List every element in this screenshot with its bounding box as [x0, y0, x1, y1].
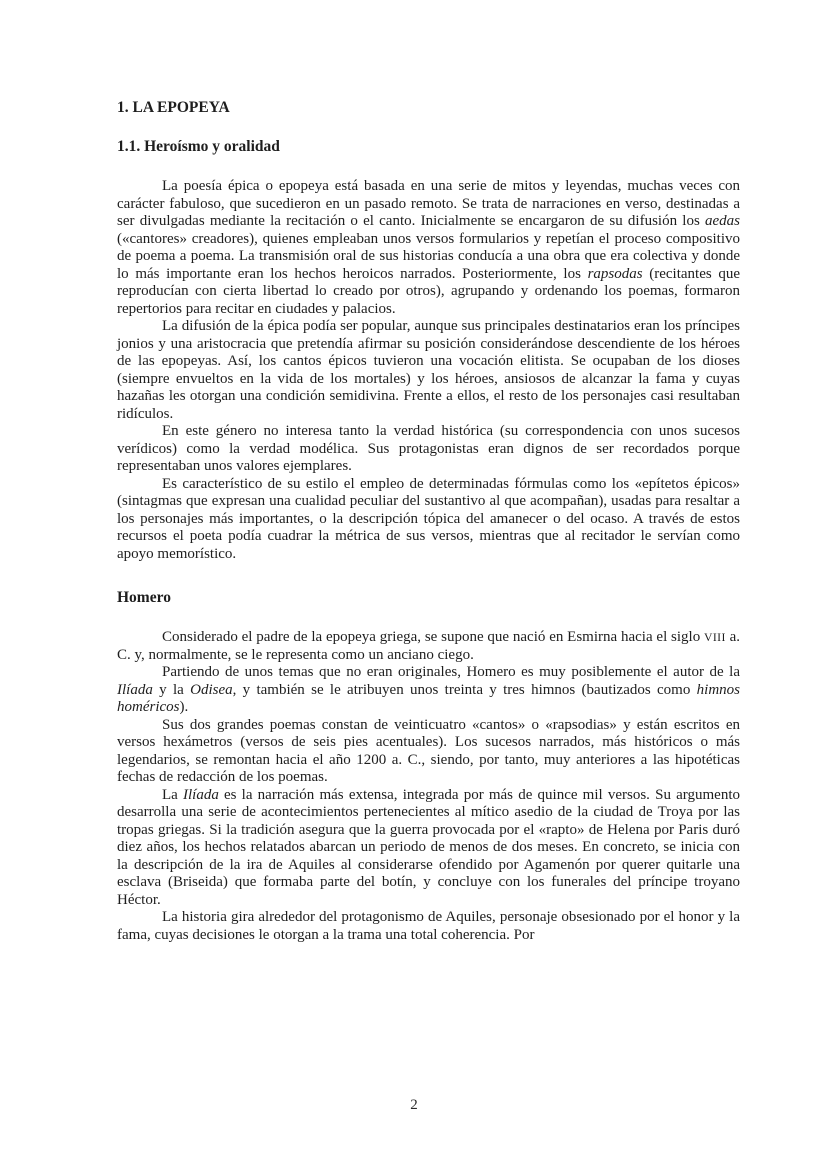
page-number: 2	[410, 1097, 418, 1113]
text-segment: La	[162, 786, 183, 803]
text-segment: y la	[152, 681, 191, 698]
text-segment: Es característico de su estilo el empleo de determinadas fórmulas como los «epítetos épicos» (sintagmas que expresan una cualidad peculiar del sustantivo al que acompañan), usadas para resaltar a los personajes más importantes, o la descripción tópica del amanecer o del ocaso. A través de estos recursos el poeta podía cuadrar la métrica de sus versos, mientras que al recitador le servían como apoyo memorístico.	[117, 475, 740, 562]
text-segment: Partiendo de unos temas que no eran originales, Homero es muy posiblemente el autor de la	[162, 664, 740, 680]
paragraph	[117, 476, 740, 564]
italic-term: Ilíada	[117, 681, 153, 698]
text-segment: Considerado el padre de la epopeya griega, se supone que nació en Esmirna hacia el siglo	[162, 629, 705, 645]
paragraph	[117, 318, 740, 423]
document-content	[117, 99, 740, 944]
italic-term: himnos homéricos	[117, 681, 740, 715]
italic-term: rapsodas	[587, 265, 643, 282]
text-segment: Sus dos grandes poemas constan de veinticuatro «cantos» o «rapsodias» y están escritos en versos hexámetros (versos de seis pies acentuales). Los sucesos narrados, más históricos o más legendarios, se remontan hacia el año 1200 a. C., siendo, por tanto, muy anteriores a las hipotéticas fechas de redacción de los poemas.	[117, 716, 740, 785]
text-segment: («cantores» creadores), quienes empleaban unos versos formularios y repetían el proceso compositivo de poema a poema. La transmisión oral de sus historias conducía a una obra que era colectiva y donde lo más importante eran los hechos heroicos narrados. Posteriormente, los	[117, 230, 740, 282]
paragraph	[117, 629, 740, 664]
italic-term: Ilíada	[183, 786, 219, 803]
smallcaps-numeral: VIII	[704, 631, 726, 644]
text-segment: (recitantes que reproducían con cierta libertad lo creado por otros), agrupando y ordenando los poemas, formaron repertorios para recitar en ciudades y palacios.	[117, 265, 740, 317]
text-segment: es la narración más extensa, integrada por más de quince mil versos. Su argumento desarrolla una serie de acontecimientos pertenecientes al mítico asedio de la ciudad de Troya por las tropas griegas. Si la tradición asegura que la guerra provocada por el «rapto» de Helena por Paris duró diez años, los hechos relatados abarcan un periodo de menos de dos meses. En concreto, se inicia con la descripción de la ira de Aquiles al considerarse ofendido por Agamenón por querer quitarle una esclava (Briseida) que formaba parte del botín, y concluye con los funerales del príncipe troyano Héctor.	[117, 786, 740, 908]
paragraph	[117, 787, 740, 910]
text-segment: En este género no interesa tanto la verdad histórica (su correspondencia con unos sucesos verídicos) como la verdad modélica. Sus protagonistas eran dignos de ser recordados porque representaban unos valores ejemplares.	[117, 423, 740, 474]
paragraph	[117, 909, 740, 944]
text-segment: ).	[179, 699, 189, 715]
section-heading-epopeya: 1. LA EPOPEYA	[117, 99, 230, 116]
text-segment: La difusión de la épica podía ser popular, aunque sus principales destinatarios eran los príncipes jonios y una aristocracia que pretendía afirmar su posición considerándose descendiente de los héroes de las epopeyas. Así, los cantos épicos tuvieron una vocación elitista. Se ocupaban de los dioses (siempre envueltos en la vida de los mortales) y los héroes, ansiosos de alcanzar la fama y cuyas hazañas les otorgan una condición semidivina. Frente a ellos, el resto de los personajes casi resultaban ridículos.	[117, 318, 740, 422]
paragraph	[117, 717, 740, 787]
text-segment: La historia gira alrededor del protagonismo de Aquiles, personaje obsesionado por el honor y la fama, cuyas decisiones le otorgan a la trama una total coherencia. Por	[117, 909, 740, 943]
paragraph	[117, 423, 740, 476]
text-segment: , y también se le atribuyen unos treinta y tres himnos (bautizados como	[232, 681, 697, 698]
italic-term: Odisea	[190, 681, 233, 698]
subsection-heading-heroismo: 1.1. Heroísmo y oralidad	[117, 138, 280, 155]
italic-term: aedas	[705, 213, 740, 229]
text-segment: a. C. y, normalmente, se le representa como un anciano ciego.	[117, 629, 740, 663]
paragraph	[117, 664, 740, 717]
subsection-heading-homero: Homero	[117, 589, 171, 606]
text-segment: La poesía épica o epopeya está basada en una serie de mitos y leyendas, muchas veces con carácter fabuloso, que sucedieron en un pasado remoto. Se trata de narraciones en verso, destinadas a ser divulgadas mediante la recitación o el canto. Inicialmente se encargaron de su difusión los	[117, 178, 740, 229]
paragraph	[117, 178, 740, 318]
